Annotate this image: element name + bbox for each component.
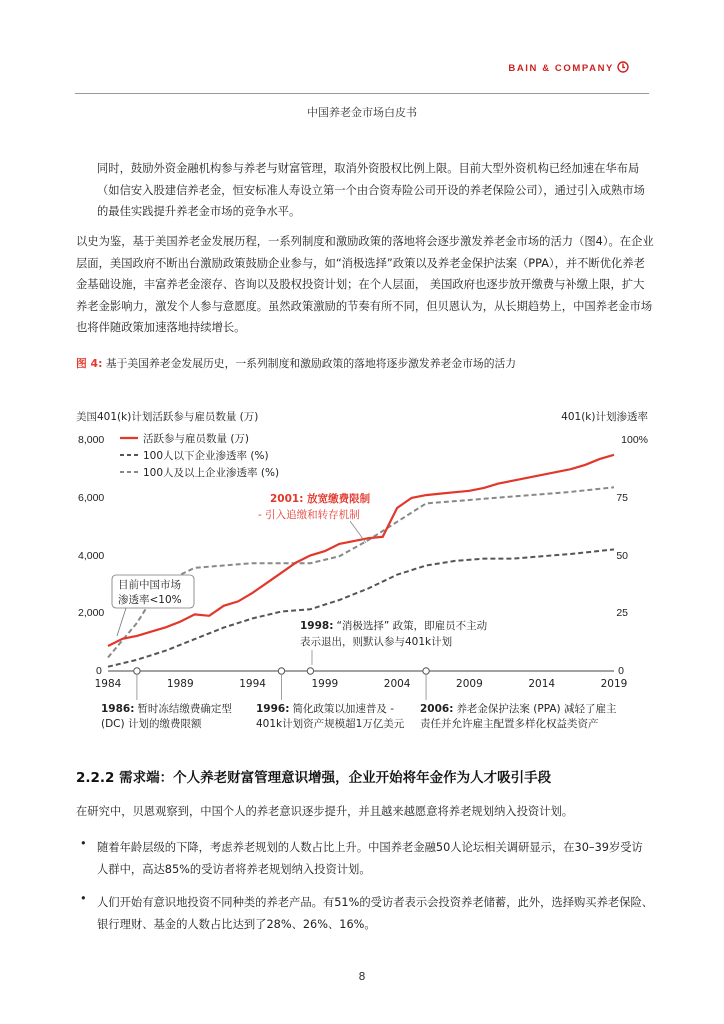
right-axis-title: 401(k)计划渗透率 xyxy=(561,411,648,423)
x-tick-label: 2019 xyxy=(600,678,628,690)
annotation-china xyxy=(112,575,194,636)
annotation-china-line2: 渗透率<10% xyxy=(118,594,182,606)
x-tick-label: 1984 xyxy=(94,678,122,690)
annotation-china-leader xyxy=(117,608,126,636)
annotation-1998-line2: 表示退出，则默认参与401k计划 xyxy=(300,636,453,648)
timeline-marker xyxy=(134,668,140,674)
annotation-1996-text: 简化政策以加速普及 - xyxy=(292,703,395,715)
left-tick-label: 0 xyxy=(96,665,102,677)
annotation-1996-line2: 401k计划资产规模超1万亿美元 xyxy=(256,718,405,730)
left-tick-label: 2,000 xyxy=(78,607,105,619)
bullet-item: 随着年龄层级的下降，考虑养老规划的人数占比上升。中国养老金融50人论坛相关调研显示，在30–39岁受访人群中，高达85%的受访者将养老规划纳入投资计划。 xyxy=(97,841,643,876)
right-tick-label: 100% xyxy=(621,434,648,446)
right-tick-label: 0 xyxy=(618,665,624,677)
bullet-marker: • xyxy=(80,837,87,850)
annotation-1986-title: 1986: xyxy=(101,703,135,715)
right-tick-label: 25 xyxy=(616,607,628,619)
paragraph-text: 以史为鉴，基于美国养老金发展历程，一系列制度和激励政策的落地将会逐步激发养老金市场的活力（图4）。在企业层面，美国政府不断出台激励政策鼓励企业参与，如“消极选择”政策以及养老金保护法案（PPA），并不断优化养老金基础设施，丰富养老金滚存、咨询以及股权投资计划；在个人层面， 美国政府也逐步放开缴费与补缴上限，扩大养老金影响力，激发个人参与意愿度。虽然政策激励的节奏有所不同，但贝恩认为，从长期趋势上，中国养老金市场也将伴随政策加速落地持续增长。 xyxy=(76,235,654,334)
series-line-0 xyxy=(108,455,614,646)
timeline-marker xyxy=(307,668,313,674)
legend-item: 100人及以上企业渗透率 (%) xyxy=(143,467,280,479)
annotation-1986-line2: (DC) 计划的缴费限额 xyxy=(101,718,202,730)
bottom-annotations xyxy=(101,702,617,730)
x-tick-label: 1989 xyxy=(166,678,194,690)
paragraph-text: 在研究中，贝恩观察到，中国个人的养老意识逐步提升，并且越来越愿意将养老规划纳入投资计划。 xyxy=(76,805,574,818)
annotation-1998-text: “消极选择” 政策，即雇员不主动 xyxy=(336,620,488,632)
figure-label: 图 4: xyxy=(76,357,103,370)
section-heading: 2.2.2 需求端：个人养老财富管理意识增强，企业开始将年金作为人才吸引手段 xyxy=(76,770,552,786)
legend-item: 活跃参与雇员数量 (万) xyxy=(143,433,250,445)
x-tick-label: 1994 xyxy=(239,678,266,690)
annotation-2001 xyxy=(258,492,371,543)
timeline-marker xyxy=(278,668,284,674)
annotation-1998-line1 xyxy=(300,619,488,632)
annotation-china-line1: 目前中国市场 xyxy=(118,579,181,591)
section-intro xyxy=(76,801,654,823)
x-ticks xyxy=(95,678,628,690)
annotation-1996-line1 xyxy=(256,702,394,715)
right-tick-label: 50 xyxy=(616,550,628,562)
annotation-2001-title: 2001: 放宽缴费限制 xyxy=(270,493,371,505)
x-tick-label: 2009 xyxy=(456,678,483,690)
x-tick-label: 2004 xyxy=(383,678,411,690)
left-tick-label: 6,000 xyxy=(78,492,105,504)
series-layer xyxy=(108,455,614,667)
legend-item: 100人以下企业渗透率 (%) xyxy=(143,450,269,462)
bullet-item: 人们开始有意识地投资不同种类的养老产品。有51%的受访者表示会投资养老储蓄，此外，选择购买养老保险、银行理财、基金的人数占比达到了28%、26%、16%。 xyxy=(97,896,654,931)
paragraph-text: 同时，鼓励外资金融机构参与养老与财富管理，取消外资股权比例上限。目前大型外资机构已经加速在华布局（如信安入股建信养老金，恒安标准人寿设立第一个由合资寿险公司开设的养老保险公司），通过引入成熟市场的最佳实践提升养老金市场的竞争水平。 xyxy=(97,162,645,218)
annotation-1986-line1 xyxy=(101,702,232,715)
figure-caption-text: 基于美国养老金发展历史，一系列制度和激励政策的落地将逐步激发养老金市场的活力 xyxy=(105,357,517,370)
page-number: 8 xyxy=(358,970,366,983)
annotation-1998 xyxy=(300,619,488,665)
annotation-1986-text: 暂时冻结缴费确定型 xyxy=(137,703,232,715)
annotation-2006-line1 xyxy=(420,702,617,715)
bullet-marker: • xyxy=(80,892,87,905)
annotation-1998-title: 1998: xyxy=(300,620,334,632)
annotation-1996-title: 1996: xyxy=(256,703,290,715)
x-tick-label: 1999 xyxy=(311,678,339,690)
left-tick-label: 8,000 xyxy=(78,434,105,446)
annotation-2006-line2: 责任并允许雇主配置多样化权益类资产 xyxy=(420,718,599,730)
left-axis-title: 美国401(k)计划活跃参与雇员数量 (万) xyxy=(76,411,259,423)
left-tick-label: 4,000 xyxy=(78,550,105,562)
x-tick-label: 2014 xyxy=(528,678,556,690)
timeline-marker xyxy=(423,668,429,674)
annotation-2006-title: 2006: xyxy=(420,703,454,715)
right-tick-label: 75 xyxy=(616,492,628,504)
annotation-2006-text: 养老金保护法案 (PPA) 减轻了雇主 xyxy=(456,703,617,715)
annotation-2001-body: - 引入追缴和转存机制 xyxy=(258,509,360,521)
legend xyxy=(120,432,279,479)
brand-logo-text: BAIN & COMPANY xyxy=(508,63,614,74)
document-title: 中国养老金市场白皮书 xyxy=(307,106,417,119)
